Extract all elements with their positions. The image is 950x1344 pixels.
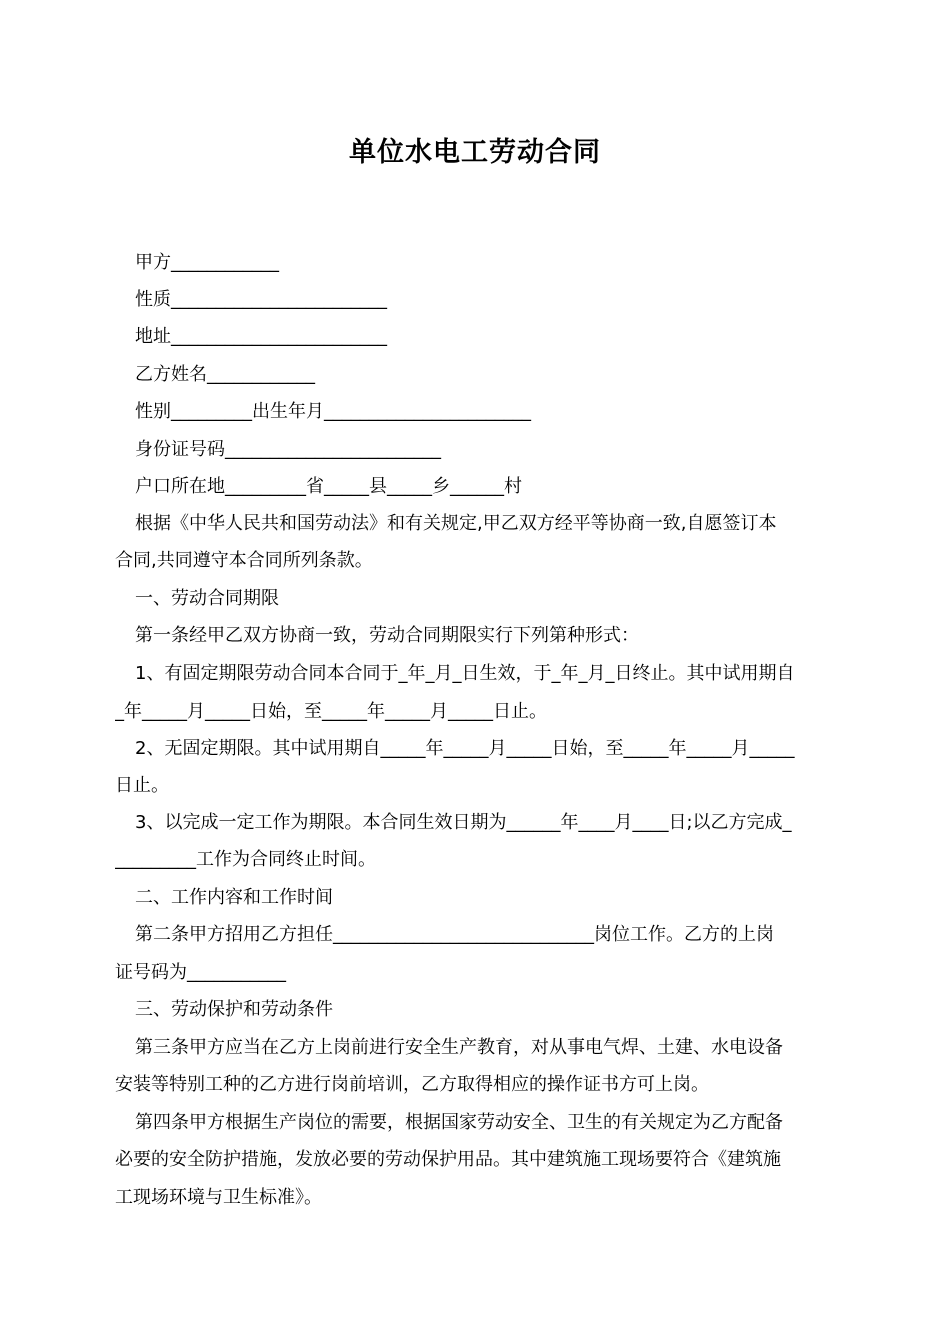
paragraph-line: 2、无固定期限。其中试用期自_____年_____月_____日始，至_____年_____月_____	[135, 738, 795, 759]
id-number-line: 身份证号码________________________	[135, 439, 441, 460]
paragraph-line: _________工作为合同终止时间。	[115, 849, 376, 870]
section-heading: 二、工作内容和工作时间	[135, 887, 333, 908]
paragraph-line: 3、以完成一定工作为期限。本合同生效日期为______年____月____日;以乙方完成_	[135, 812, 792, 833]
paragraph-line: 1、有固定期限劳动合同本合同于_年_月_日生效，于_年_月_日终止。其中试用期自	[135, 663, 795, 684]
party-a-line: 甲方____________	[135, 252, 279, 273]
paragraph-line: 合同,共同遵守本合同所列条款。	[115, 550, 373, 571]
document-title: 单位水电工劳动合同	[349, 137, 601, 168]
paragraph-line: 安装等特别工种的乙方进行岗前培训，乙方取得相应的操作证书方可上岗。	[115, 1074, 709, 1095]
paragraph-line: 第四条甲方根据生产岗位的需要，根据国家劳动安全、卫生的有关规定为乙方配备	[135, 1112, 783, 1133]
paragraph-line: 第二条甲方招用乙方担任_____________________________岗位工作。乙方的上岗	[135, 924, 774, 945]
household-registration-line: 户口所在地_________省_____县_____乡______村	[135, 476, 522, 497]
paragraph-line: 第三条甲方应当在乙方上岗前进行安全生产教育，对从事电气焊、土建、水电设备	[135, 1037, 783, 1058]
paragraph-line: 证号码为___________	[115, 962, 286, 983]
paragraph-line: 根据《中华人民共和国劳动法》和有关规定,甲乙双方经平等协商一致,自愿签订本	[135, 513, 777, 534]
nature-line: 性质________________________	[135, 289, 387, 310]
paragraph-line: _年_____月_____日始，至_____年_____月_____日止。	[115, 701, 547, 722]
paragraph-line: 日止。	[115, 775, 169, 796]
address-line: 地址________________________	[135, 326, 387, 347]
paragraph-line: 第一条经甲乙双方协商一致，劳动合同期限实行下列第种形式：	[135, 625, 639, 646]
section-heading: 一、劳动合同期限	[135, 588, 279, 609]
paragraph-line: 工现场环境与卫生标准》。	[115, 1187, 322, 1208]
paragraph-line: 必要的安全防护措施，发放必要的劳动保护用品。其中建筑施工现场要符合《建筑施	[115, 1149, 781, 1170]
section-heading: 三、劳动保护和劳动条件	[135, 999, 333, 1020]
gender-birth-line: 性别_________出生年月_______________________	[135, 401, 531, 422]
party-b-name-line: 乙方姓名____________	[135, 364, 315, 385]
